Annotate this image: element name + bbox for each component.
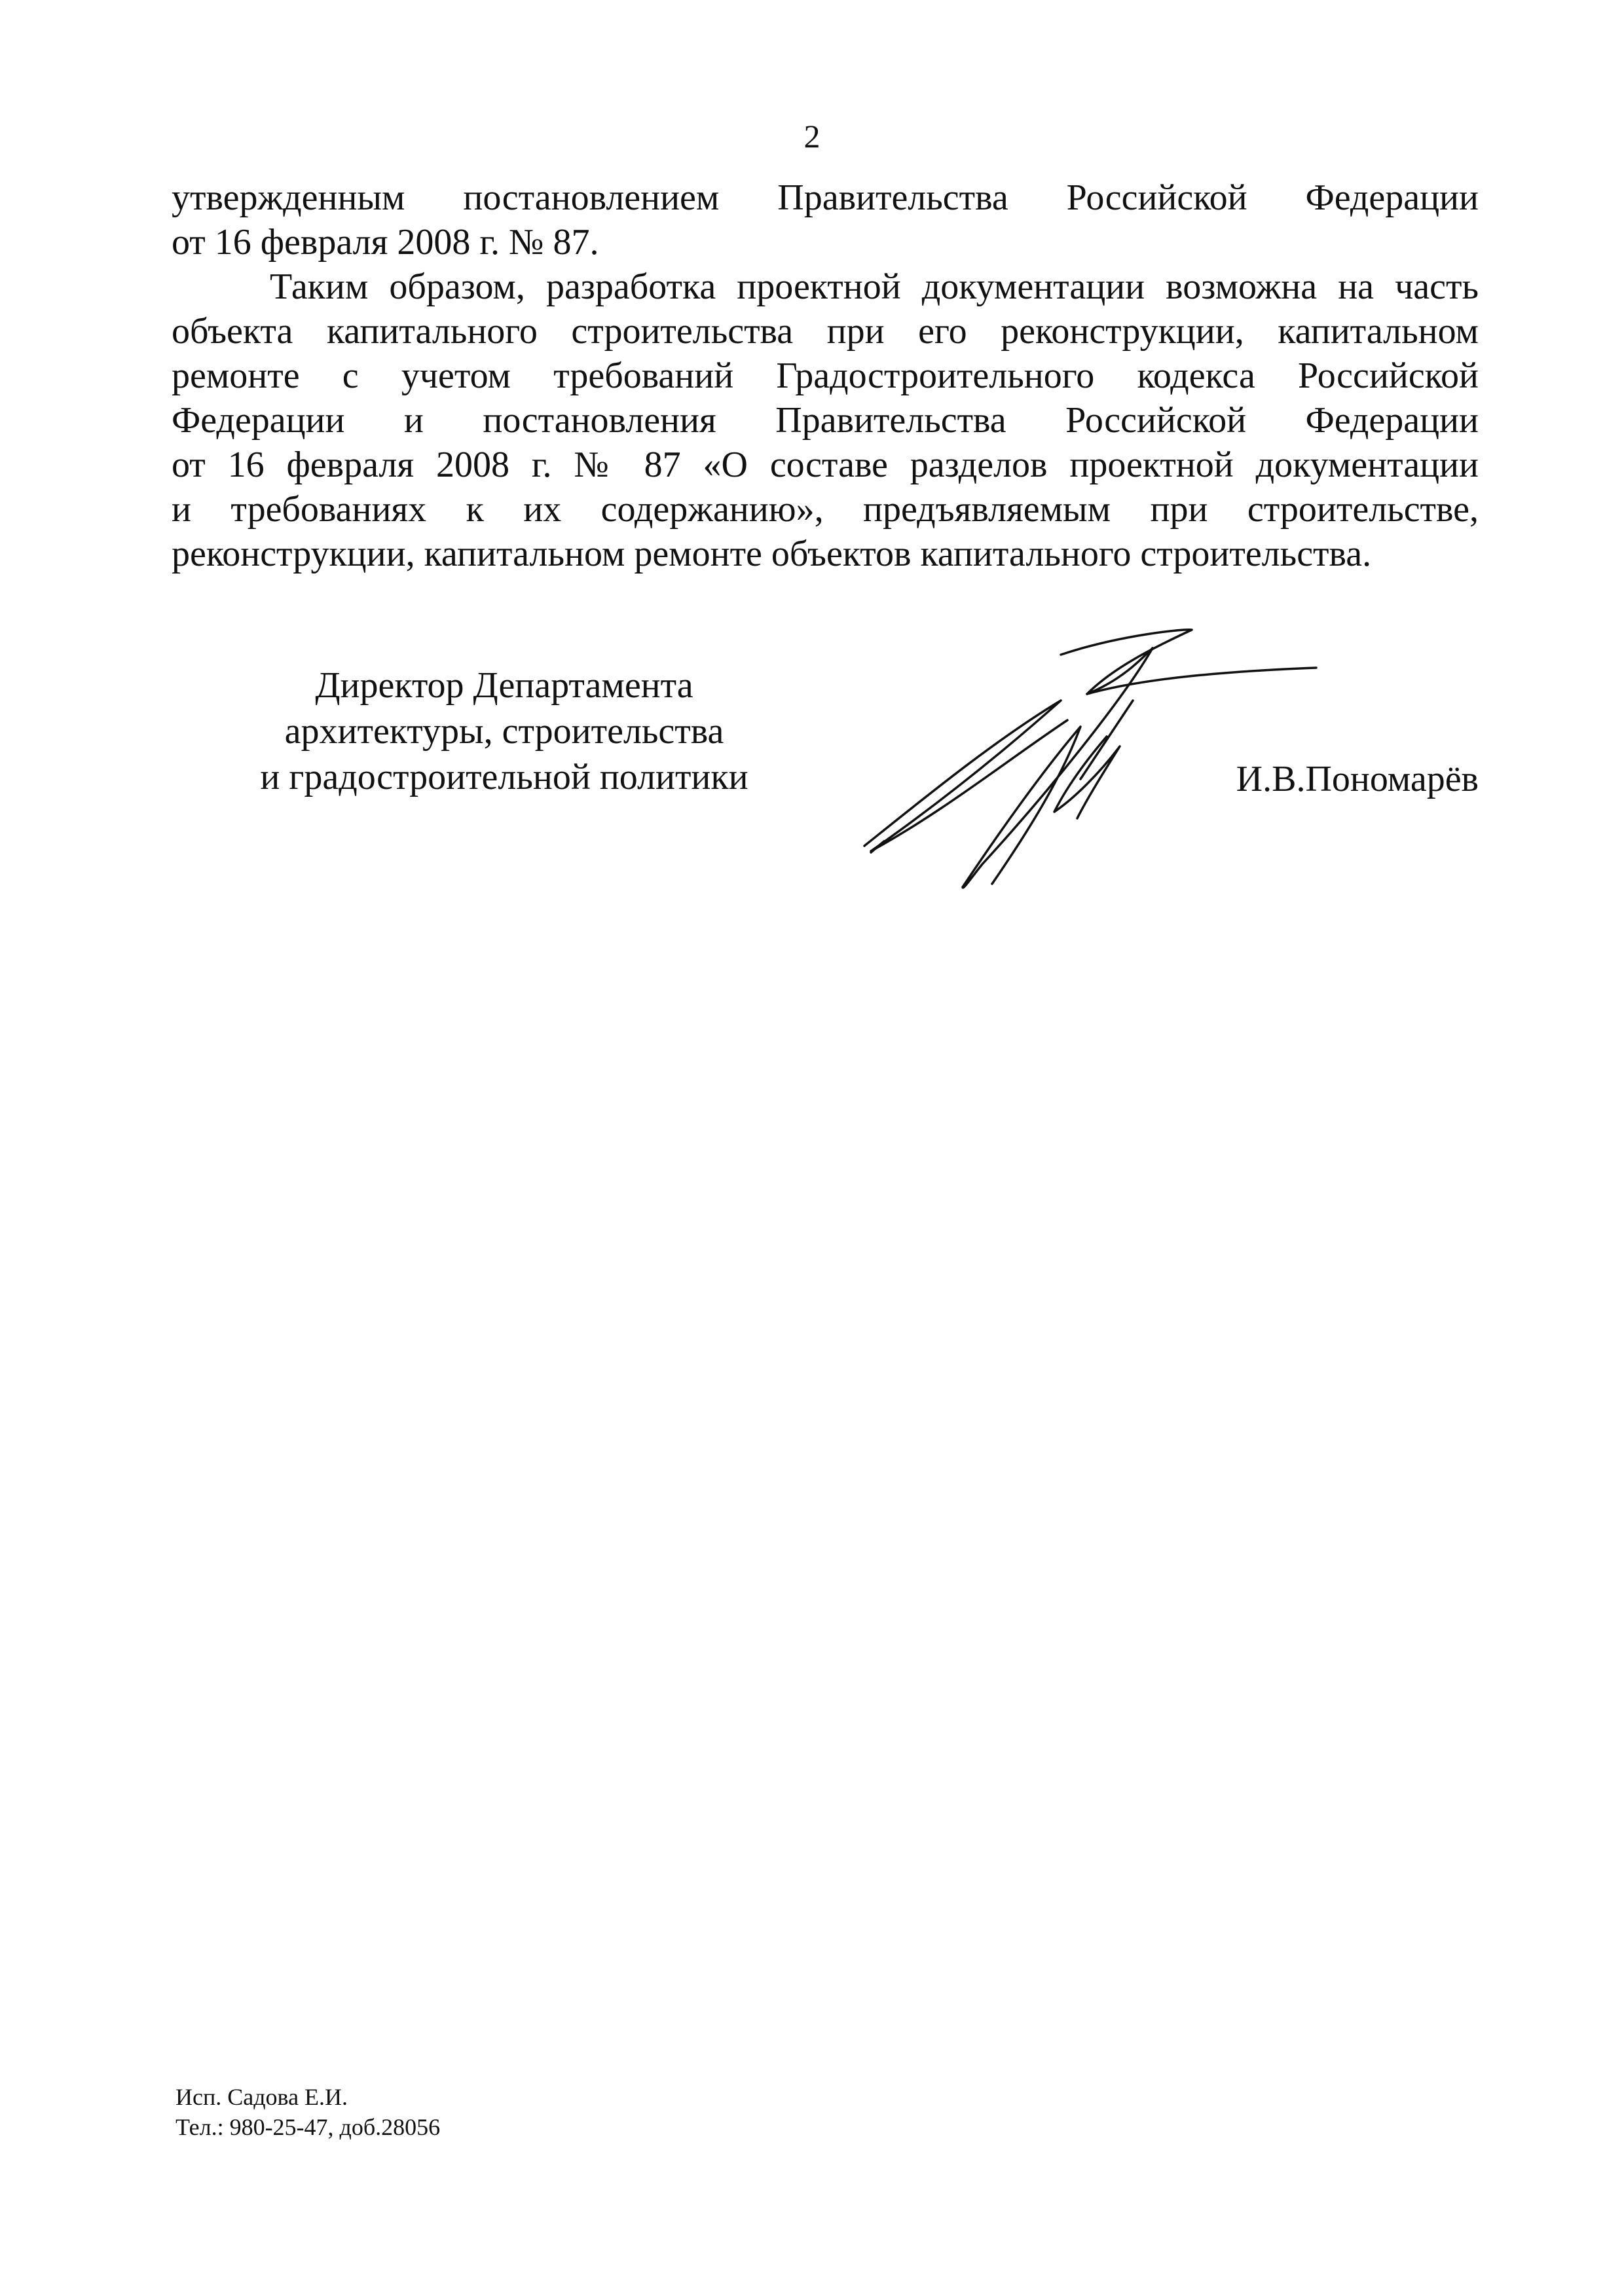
paragraph-line: и требованиях к их содержанию», предъявляемым при строительстве, [172,489,1479,530]
signer-position-line: архитектуры, строительства [284,711,724,752]
signer-position-line: и градостроительной политики [260,757,748,797]
paragraph-conclusion [172,264,1479,576]
executor-phone: Тел.: 980-25-47, доб.28056 [175,2114,441,2140]
executor-name: Исп. Садова Е.И. [175,2084,348,2110]
paragraph-line: ремонте с учетом требований Градостроительного кодекса Российской [172,355,1479,396]
paragraph-line: от 16 февраля 2008 г. № 87 «О составе разделов проектной документации [172,445,1479,485]
signer-position-line: Директор Департамента [315,665,693,706]
executor-info [175,2082,440,2142]
paragraph-line: от 16 февраля 2008 г. № 87. [172,222,599,263]
paragraph-line: Таким образом, разработка проектной документации возможна на часть [270,266,1479,307]
paragraph-line: Федерации и постановления Правительства Российской Федерации [172,400,1479,441]
signer-name: И.В.Пономарёв [1236,759,1479,799]
paragraph-continuation [172,175,1479,264]
signer-position [223,663,786,800]
paragraph-line: объекта капитального строительства при его реконструкции, капитальном [172,311,1479,352]
paragraph-line: утвержденным постановлением Правительства Российской Федерации [172,177,1479,218]
page-number: 2 [803,118,821,155]
paragraph-line: реконструкции, капитальном ремонте объектов капитального строительства. [172,534,1372,574]
